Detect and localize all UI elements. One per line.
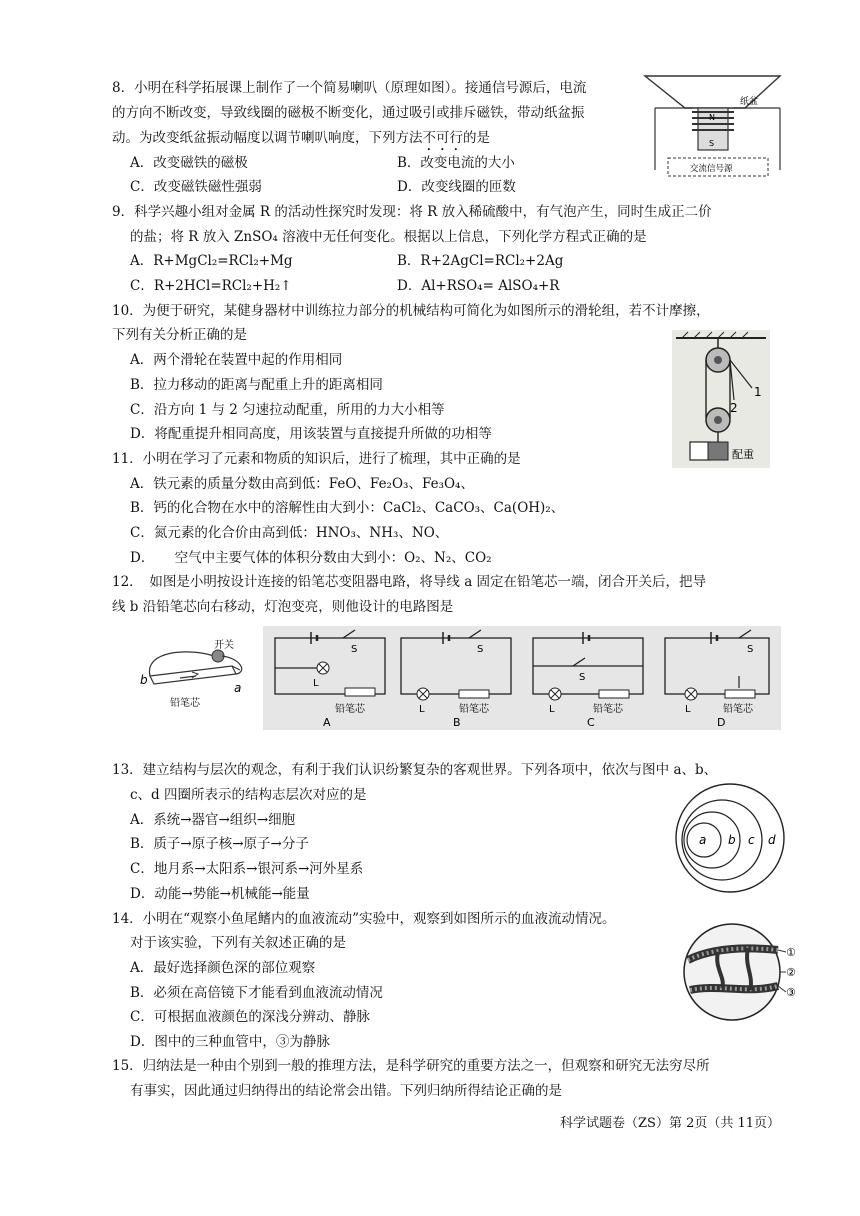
q12-fig-b-label: b — [140, 673, 148, 687]
q10-option-c: C．沿方向 1 与 2 匀速拉动配重，所用的力大小相等 — [130, 402, 445, 418]
circuit-c-label: C — [587, 716, 595, 729]
q13-option-c: C．地月系→太阳系→银河系→河外星系 — [130, 861, 364, 877]
q8-fig-source-label: 交流信号源 — [690, 164, 733, 174]
q14-option-d: D．图中的三种血管中，③为静脉 — [130, 1034, 330, 1050]
q13-circles-figure — [672, 780, 788, 896]
q9-option-a: A．R+MgCl₂=RCl₂+Mg — [130, 253, 293, 269]
q13-option-d: D．动能→势能→机械能→能量 — [130, 886, 310, 902]
q12-fig-lead-label: 铅笔芯 — [170, 698, 200, 709]
circuit-b-lead: 铅笔芯 — [459, 704, 489, 715]
q12-line-1: 12． 如图是小明按设计连接的铅笔芯变阻器电路，将导线 a 固定在铅笔芯一端，闭合开关后，把导 — [112, 574, 707, 590]
q10-option-d: D．将配重提升相同高度，用该装置与直接提升所做的功相等 — [130, 426, 492, 442]
page-footer: 科学试题卷（ZS）第 2页（共 11页） — [560, 1116, 781, 1131]
q8-fig-n: N — [709, 113, 715, 122]
q8-option-c: C．改变磁铁磁性强弱 — [130, 179, 262, 195]
circuit-d-l: L — [685, 704, 691, 715]
q8-option-a: A．改变磁铁的磁极 — [130, 155, 248, 171]
q8-line-3c: 的是 — [463, 130, 490, 146]
q12-fig-a-label: a — [234, 681, 242, 695]
q14-line-2: 对于该实验，下列有关叙述正确的是 — [130, 935, 346, 951]
q8-emphasis: 不可行 — [422, 130, 463, 146]
circuit-c-s: S — [579, 672, 586, 683]
q11-option-a: A．铁元素的质量分数由高到低：FeO、Fe₂O₃、Fe₃O₄、 — [130, 476, 474, 492]
circuit-a-lead: 铅笔芯 — [335, 704, 365, 715]
q12-line-2: 线 b 沿铅笔芯向右移动，灯泡变亮，则他设计的电路图是 — [112, 599, 454, 615]
q10-fig-direction-2: 2 — [730, 401, 738, 415]
q13-option-b: B．质子→原子核→原子→分子 — [130, 836, 309, 852]
q8-fig-paper-label: 纸盆 — [740, 97, 759, 107]
q10-fig-direction-1: 1 — [754, 385, 762, 399]
q8-fig-s: S — [709, 139, 715, 148]
q13-line-2: c、d 四圈所表示的结构志层次对应的是 — [130, 787, 367, 803]
circuit-a-s: S — [351, 644, 358, 655]
circuit-c-l: L — [549, 704, 555, 715]
q13-fig-d: d — [768, 833, 776, 847]
q13-fig-a: a — [699, 833, 707, 847]
q9-line-1: 9．科学兴趣小组对金属 R 的活动性探究时发现：将 R 放入稀硫酸中，有气泡产生，同时生成正二价 — [112, 204, 712, 220]
q14-blood-vessel-figure — [678, 920, 802, 1024]
circuit-b-s: S — [477, 644, 484, 655]
q10-line-1: 10．为便于研究，某健身器材中训练拉力部分的机械结构可简化为如图所示的滑轮组，若不计摩擦， — [112, 303, 710, 319]
q14-option-c: C．可根据血液颜色的深浅分辨动、静脉 — [130, 1009, 370, 1025]
q12-pencil-figure — [140, 630, 260, 720]
q9-option-d: D．Al+RSO₄= AlSO₄+R — [397, 278, 560, 294]
q8-speaker-figure — [640, 68, 790, 188]
q9-option-c: C．R+2HCl=RCl₂+H₂↑ — [130, 278, 292, 294]
q8-line-3a: 动。为改变纸盆振动幅度以调节喇叭响度，下列方法 — [112, 130, 423, 146]
q8-line-1: 8．小明在科学拓展课上制作了一个简易喇叭（原理如图）。接通信号源后，电流 — [112, 80, 587, 96]
q10-option-a: A．两个滑轮在装置中起的作用相同 — [130, 352, 343, 368]
q14-fig-2: ② — [786, 966, 796, 979]
q8-line-3 — [112, 128, 490, 154]
q15-line-1: 15．归纳法是一种由个别到一般的推理方法，是科学研究的重要方法之一，但观察和研究无法穷尽所 — [112, 1058, 710, 1074]
q13-line-1: 13．建立结构与层次的观念，有利于我们认识纷繁复杂的客观世界。下列各项中，依次与图中 a、b、 — [112, 762, 718, 778]
q13-fig-b: b — [728, 833, 736, 847]
q9-line-2: 的盐；将 R 放入 ZnSO₄ 溶液中无任何变化。根据以上信息，下列化学方程式正确的是 — [130, 229, 647, 245]
circuit-d-s: S — [747, 644, 754, 655]
q8-line-2: 的方向不断改变，导致线圈的磁极不断变化，通过吸引或排斥磁铁，带动纸盆振 — [112, 105, 585, 121]
q12-circuit-options — [263, 626, 781, 730]
q8-option-b: B．改变电流的大小 — [397, 155, 515, 171]
q8-option-d: D．改变线圈的匝数 — [397, 179, 516, 195]
q10-fig-weight-label: 配重 — [732, 448, 754, 461]
circuit-d-lead: 铅笔芯 — [723, 704, 753, 715]
circuit-b-label: B — [453, 716, 461, 729]
circuit-a-l: L — [313, 678, 319, 689]
q11-option-b: B．钙的化合物在水中的溶解性由大到小：CaCl₂、CaCO₃、Ca(OH)₂、 — [130, 500, 565, 516]
q14-option-a: A．最好选择颜色深的部位观察 — [130, 960, 316, 976]
q14-line-1: 14．小明在“观察小鱼尾鳍内的血液流动”实验中，观察到如图所示的血液流动情况。 — [112, 911, 616, 927]
circuit-a-label: A — [323, 716, 331, 729]
q15-line-2: 有事实，因此通过归纳得出的结论常会出错。下列归纳所得结论正确的是 — [130, 1083, 562, 1099]
q13-fig-c: c — [748, 833, 755, 847]
q11-option-c: C．氮元素的化合价由高到低：HNO₃、NH₃、NO、 — [130, 525, 449, 541]
q10-line-2: 下列有关分析正确的是 — [112, 327, 247, 343]
q10-pulley-figure — [672, 330, 770, 468]
q11-line-1: 11．小明在学习了元素和物质的知识后，进行了梳理，其中正确的是 — [112, 451, 521, 467]
circuit-d-label: D — [717, 716, 726, 729]
circuit-c-lead: 铅笔芯 — [593, 704, 623, 715]
q14-option-b: B．必须在高倍镜下才能看到血液流动情况 — [130, 985, 383, 1001]
q10-option-b: B．拉力移动的距离与配重上升的距离相同 — [130, 377, 383, 393]
q13-option-a: A．系统→器官→组织→细胞 — [130, 812, 296, 828]
circuit-b-l: L — [419, 704, 425, 715]
q11-option-d: D． 空气中主要气体的体积分数由大到小：O₂、N₂、CO₂ — [130, 550, 492, 566]
q12-fig-switch-label: 开关 — [214, 640, 234, 651]
q14-fig-1: ① — [786, 946, 796, 959]
q14-fig-3: ③ — [786, 986, 796, 999]
q9-option-b: B．R+2AgCl=RCl₂+2Ag — [397, 253, 564, 269]
